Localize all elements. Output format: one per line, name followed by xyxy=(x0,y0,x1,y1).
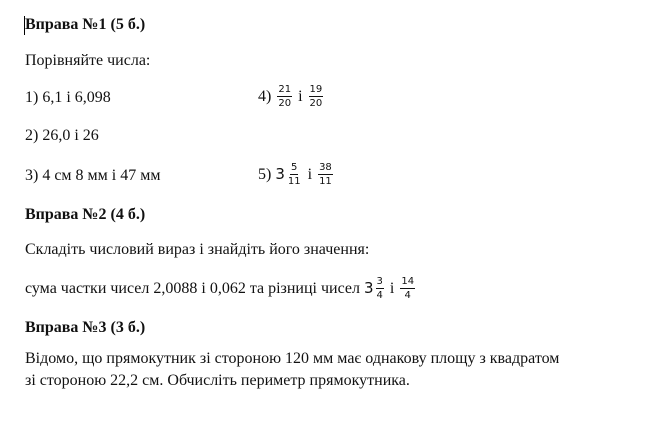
item-5-prefix: 5) xyxy=(258,166,276,184)
fraction-denominator: 11 xyxy=(287,176,301,187)
exercise-3-text xyxy=(25,348,655,392)
fraction-denominator: 11 xyxy=(319,176,332,187)
item-5-joiner: і xyxy=(303,166,317,184)
fraction-5-11 xyxy=(287,162,302,187)
exercise-1-item-2: 2) 26,0 і 26 xyxy=(25,127,99,144)
exercise-1-heading: Вправа №1 (5 б.) xyxy=(25,16,146,33)
exercise-1-item-1: 1) 6,1 і 6,098 xyxy=(25,89,111,106)
exercise-2-instruction: Складіть числовий вираз і знайдіть його значення: xyxy=(25,241,370,258)
exercise-2-text xyxy=(25,277,417,302)
exercise-1-item-4 xyxy=(258,85,325,110)
fraction-denominator: 20 xyxy=(278,98,292,109)
exercise-1-instruction: Порівняйте числа: xyxy=(25,52,151,69)
fraction-numerator: 38 xyxy=(319,162,332,173)
fraction-numerator: 14 xyxy=(401,276,415,287)
exercise-1-item-3: 3) 4 см 8 мм і 47 мм xyxy=(25,167,161,184)
fraction-numerator: 5 xyxy=(291,162,298,173)
fraction-denominator: 4 xyxy=(404,290,411,301)
fraction-numerator: 3 xyxy=(376,276,383,287)
fraction-denominator: 20 xyxy=(309,98,323,109)
exercise-2-heading: Вправа №2 (4 б.) xyxy=(25,206,146,223)
exercise-3-line-1: Відомо, що прямокутник зі стороною 120 мм має однакову площу з квадратом xyxy=(25,350,560,367)
exercise-2-whole: 3 xyxy=(364,279,374,298)
exercise-2-text-body: сума частки чисел 2,0088 і 0,062 та різниці чисел xyxy=(25,280,364,298)
item-4-prefix: 4) xyxy=(258,88,276,106)
item-4-joiner: і xyxy=(294,88,307,106)
fraction-denominator: 4 xyxy=(376,290,383,301)
exercise-3-heading: Вправа №3 (3 б.) xyxy=(25,319,146,336)
fraction-14-4 xyxy=(400,276,415,301)
item-5-whole: 3 xyxy=(275,165,285,184)
fraction-21-20 xyxy=(277,84,292,109)
exercise-3-line-2: зі стороною 22,2 см. Обчисліть периметр прямокутника. xyxy=(25,372,410,389)
fraction-3-4 xyxy=(376,276,384,301)
exercise-1-item-5 xyxy=(258,163,335,188)
fraction-numerator: 21 xyxy=(278,84,292,95)
fraction-19-20 xyxy=(309,84,324,109)
fraction-38-11 xyxy=(318,162,333,187)
exercise-2-joiner: і xyxy=(385,280,399,298)
fraction-numerator: 19 xyxy=(309,84,323,95)
